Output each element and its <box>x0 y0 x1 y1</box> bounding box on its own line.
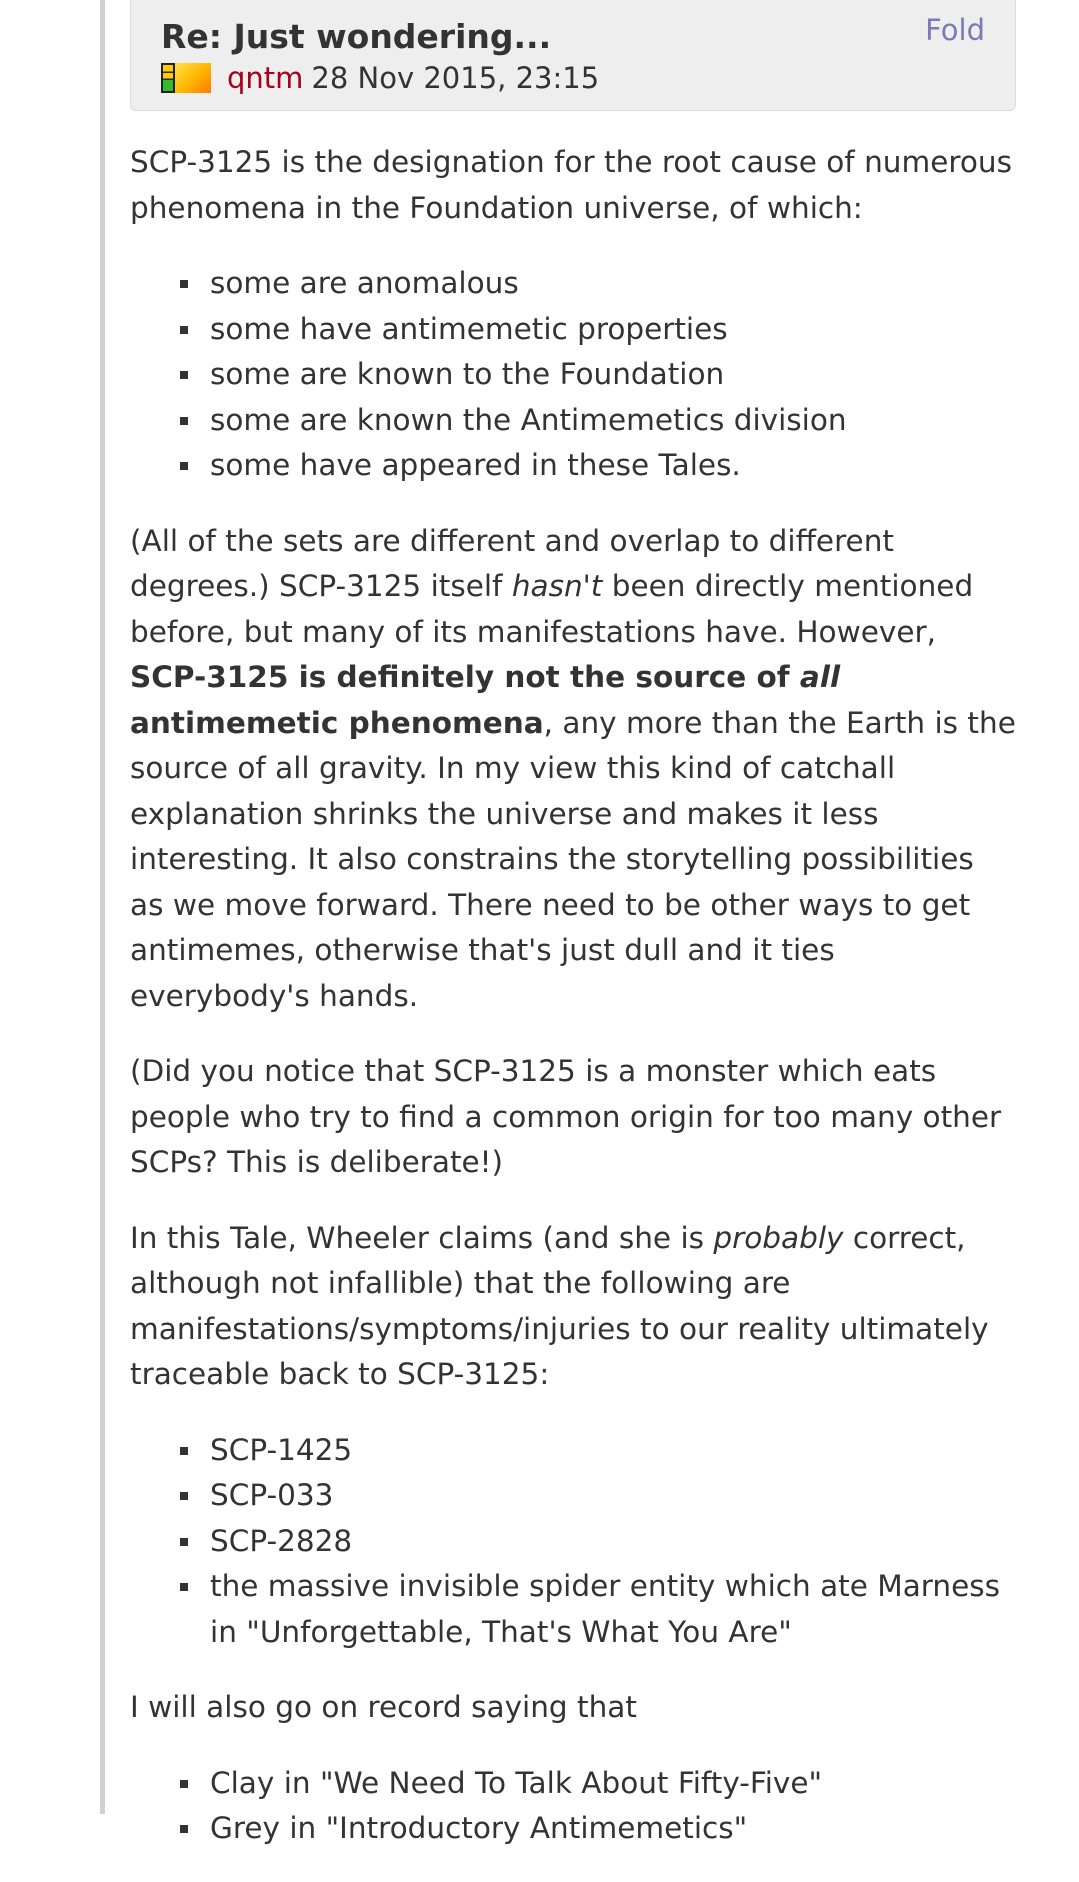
list-item: SCP-033 <box>180 1473 1016 1519</box>
author-link[interactable]: qntm <box>227 61 304 95</box>
text-span: (All of the sets are different and overlap to different degrees.) SCP-3125 itself <box>130 523 894 603</box>
post-title: Re: Just wondering... <box>161 17 552 56</box>
forum-post <box>130 0 1016 1882</box>
list-item: some have antimemetic properties <box>180 307 1016 353</box>
text-span: been directly mentioned before, but many of its manifestations have. However, <box>130 569 974 649</box>
text-span: correct, although not infallible) that the following are manifestations/symptoms/injuries to our reality ultimately traceable back to SCP-3125: <box>130 1220 989 1391</box>
phenomena-list <box>130 261 1016 489</box>
paragraph-wheeler <box>130 1216 1016 1398</box>
post-body <box>130 111 1016 1852</box>
list-item: the massive invisible spider entity which ate Marness in "Unforgettable, That's What You Are" <box>180 1564 1016 1655</box>
list-item: some are known the Antimemetics division <box>180 398 1016 444</box>
list-item: some are known to the Foundation <box>180 352 1016 398</box>
paragraph-intro: SCP-3125 is the designation for the root cause of numerous phenomena in the Foundation universe, of which: <box>130 145 1012 225</box>
fold-link[interactable]: Fold <box>925 13 985 47</box>
thread-indent-line <box>100 0 105 1814</box>
paragraph-monster: (Did you notice that SCP-3125 is a monster which eats people who try to find a common origin for too many other SCPs? This is deliberate!) <box>130 1054 1002 1179</box>
bold-statement: SCP-3125 is definitely not the source of all antimemetic phenomena <box>130 660 841 740</box>
text-span: , any more than the Earth is the source of all gravity. In my view this kind of catchall explanation shrinks the universe and makes it less interesting. It also constrains the storytelling possibilities as we move forward. There need to be other ways to get antimemes, otherwise that's just dull and it ties everybody's hands. <box>130 705 1016 1013</box>
post-date: 28 Nov 2015, 23:15 <box>311 61 600 95</box>
karma-icon <box>161 63 211 93</box>
list-item: Clay in "We Need To Talk About Fifty-Five" <box>180 1761 1016 1807</box>
post-meta <box>161 60 985 96</box>
list-item: some are anomalous <box>180 261 1016 307</box>
list-item: SCP-2828 <box>180 1519 1016 1565</box>
paragraph-sets <box>130 519 1016 1020</box>
text-span: In this Tale, Wheeler claims (and she is <box>130 1220 714 1255</box>
list-item: some have appeared in these Tales. <box>180 443 1016 489</box>
emphasis-text: probably <box>713 1220 844 1255</box>
emphasis-text: hasn't <box>511 569 603 603</box>
post-header <box>130 0 1016 111</box>
list-item: Grey in "Introductory Antimemetics" <box>180 1806 1016 1852</box>
record-list <box>130 1761 1016 1852</box>
paragraph-record: I will also go on record saying that <box>130 1690 637 1724</box>
manifestations-list <box>130 1428 1016 1656</box>
list-item: SCP-1425 <box>180 1428 1016 1474</box>
